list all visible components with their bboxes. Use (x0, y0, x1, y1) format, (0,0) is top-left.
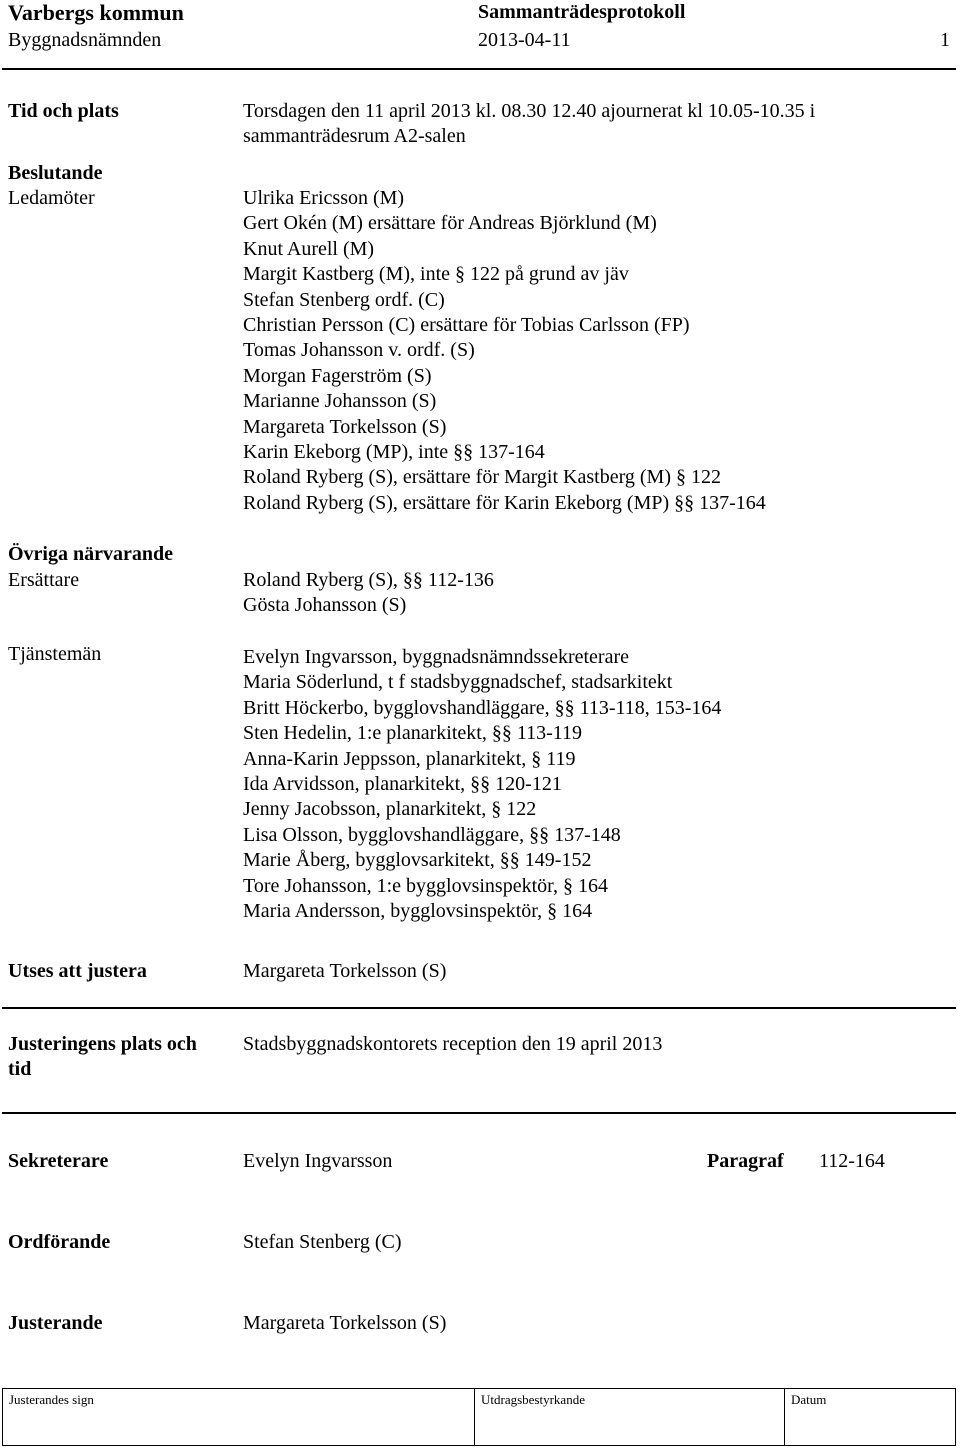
tjansteman-item: Britt Höckerbo, bygglovshandläggare, §§ 113-118, 153-164 (243, 696, 722, 719)
member-item: Christian Persson (C) ersättare för Tobias Carlsson (FP) (243, 314, 690, 337)
utdragsbestyrkande-label: Utdragsbestyrkande (481, 1392, 585, 1407)
members-list (243, 186, 766, 516)
tjansteman-item: Ida Arvidsson, planarkitekt, §§ 120-121 (243, 773, 562, 796)
ledamoter-label: Ledamöter (8, 187, 95, 209)
tjansteman-item: Sten Hedelin, 1:e planarkitekt, §§ 113-119 (243, 722, 582, 745)
tjansteman-item: Evelyn Ingvarsson, byggnadsnämndssekreterare (243, 646, 629, 668)
utses-value: Margareta Torkelsson (S) (243, 960, 447, 982)
tid-och-plats-line1: Torsdagen den 11 april 2013 kl. 08.30 12.40 ajournerat kl 10.05-10.35 i (243, 100, 816, 122)
justeringens-label-line1: Justeringens plats och (8, 1033, 197, 1055)
ersattare-item: Roland Ryberg (S), §§ 112-136 (243, 569, 494, 591)
justerande-label: Justerande (8, 1312, 103, 1334)
tjansteman-item: Maria Söderlund, t f stadsbyggnadschef, stadsarkitekt (243, 671, 673, 694)
datum-cell (785, 1389, 955, 1445)
member-item: Karin Ekeborg (MP), inte §§ 137-164 (243, 441, 545, 464)
tjansteman-item: Jenny Jacobsson, planarkitekt, § 122 (243, 798, 537, 821)
justeringens-value: Stadsbyggnadskontorets reception den 19 april 2013 (243, 1033, 663, 1055)
member-item: Knut Aurell (M) (243, 237, 375, 260)
member-item: Roland Ryberg (S), ersättare för Karin Ekeborg (MP) §§ 137-164 (243, 491, 766, 514)
ersattare-label: Ersättare (8, 569, 80, 591)
ersattare-item: Gösta Johansson (S) (243, 594, 407, 617)
tid-och-plats-label: Tid och plats (8, 100, 119, 122)
ersattare-list (243, 568, 494, 619)
header-divider (2, 68, 956, 70)
member-item: Margareta Torkelsson (S) (243, 415, 447, 438)
page-number: 1 (940, 29, 950, 51)
utses-label: Utses att justera (8, 960, 147, 982)
tjansteman-item: Lisa Olsson, bygglovshandläggare, §§ 137-148 (243, 823, 621, 846)
sekreterare-value: Evelyn Ingvarsson (243, 1150, 393, 1172)
tjansteman-item: Marie Åberg, bygglovsarkitekt, §§ 149-152 (243, 849, 592, 872)
organization-name: Varbergs kommun (8, 0, 184, 25)
ordforande-label: Ordförande (8, 1231, 111, 1253)
paragraf-label: Paragraf (707, 1150, 784, 1172)
member-item: Margit Kastberg (M), inte § 122 på grund av jäv (243, 263, 629, 286)
justerande-value: Margareta Torkelsson (S) (243, 1312, 447, 1334)
justerandes-sign-label: Justerandes sign (9, 1392, 94, 1407)
ordforande-value: Stefan Stenberg (C) (243, 1231, 402, 1253)
tjansteman-item: Tore Johansson, 1:e bygglovsinspektör, § 164 (243, 874, 608, 897)
justeringens-label-line2: tid (8, 1058, 32, 1080)
member-item: Roland Ryberg (S), ersättare för Margit Kastberg (M) § 122 (243, 466, 721, 489)
member-item: Morgan Fagerström (S) (243, 364, 432, 387)
tjansteman-item: Maria Andersson, bygglovsinspektör, § 164 (243, 900, 593, 923)
tjanstemen-list (243, 645, 721, 924)
tid-och-plats-line2: sammanträdesrum A2-salen (243, 125, 466, 147)
member-item: Stefan Stenberg ordf. (C) (243, 288, 445, 311)
signature-box (2, 1388, 956, 1446)
datum-label: Datum (791, 1392, 827, 1407)
member-item: Ulrika Ericsson (M) (243, 187, 405, 209)
section-divider (2, 1112, 956, 1114)
ovriga-heading: Övriga närvarande (8, 543, 173, 565)
board-name: Byggnadsnämnden (8, 29, 162, 51)
member-item: Marianne Johansson (S) (243, 390, 437, 413)
beslutande-heading: Beslutande (8, 162, 103, 184)
utdragsbestyrkande-cell (475, 1389, 785, 1445)
member-item: Gert Okén (M) ersättare för Andreas Björklund (M) (243, 212, 657, 235)
sekreterare-label: Sekreterare (8, 1150, 109, 1172)
justerandes-sign-cell (3, 1389, 475, 1445)
meeting-date: 2013-04-11 (478, 29, 571, 51)
tjansteman-item: Anna-Karin Jeppsson, planarkitekt, § 119 (243, 747, 576, 770)
document-type: Sammanträdesprotokoll (478, 1, 686, 23)
member-item: Tomas Johansson v. ordf. (S) (243, 339, 475, 362)
section-divider (2, 1007, 956, 1009)
paragraf-value: 112-164 (819, 1150, 885, 1172)
tjanstemen-label: Tjänstemän (8, 643, 102, 665)
